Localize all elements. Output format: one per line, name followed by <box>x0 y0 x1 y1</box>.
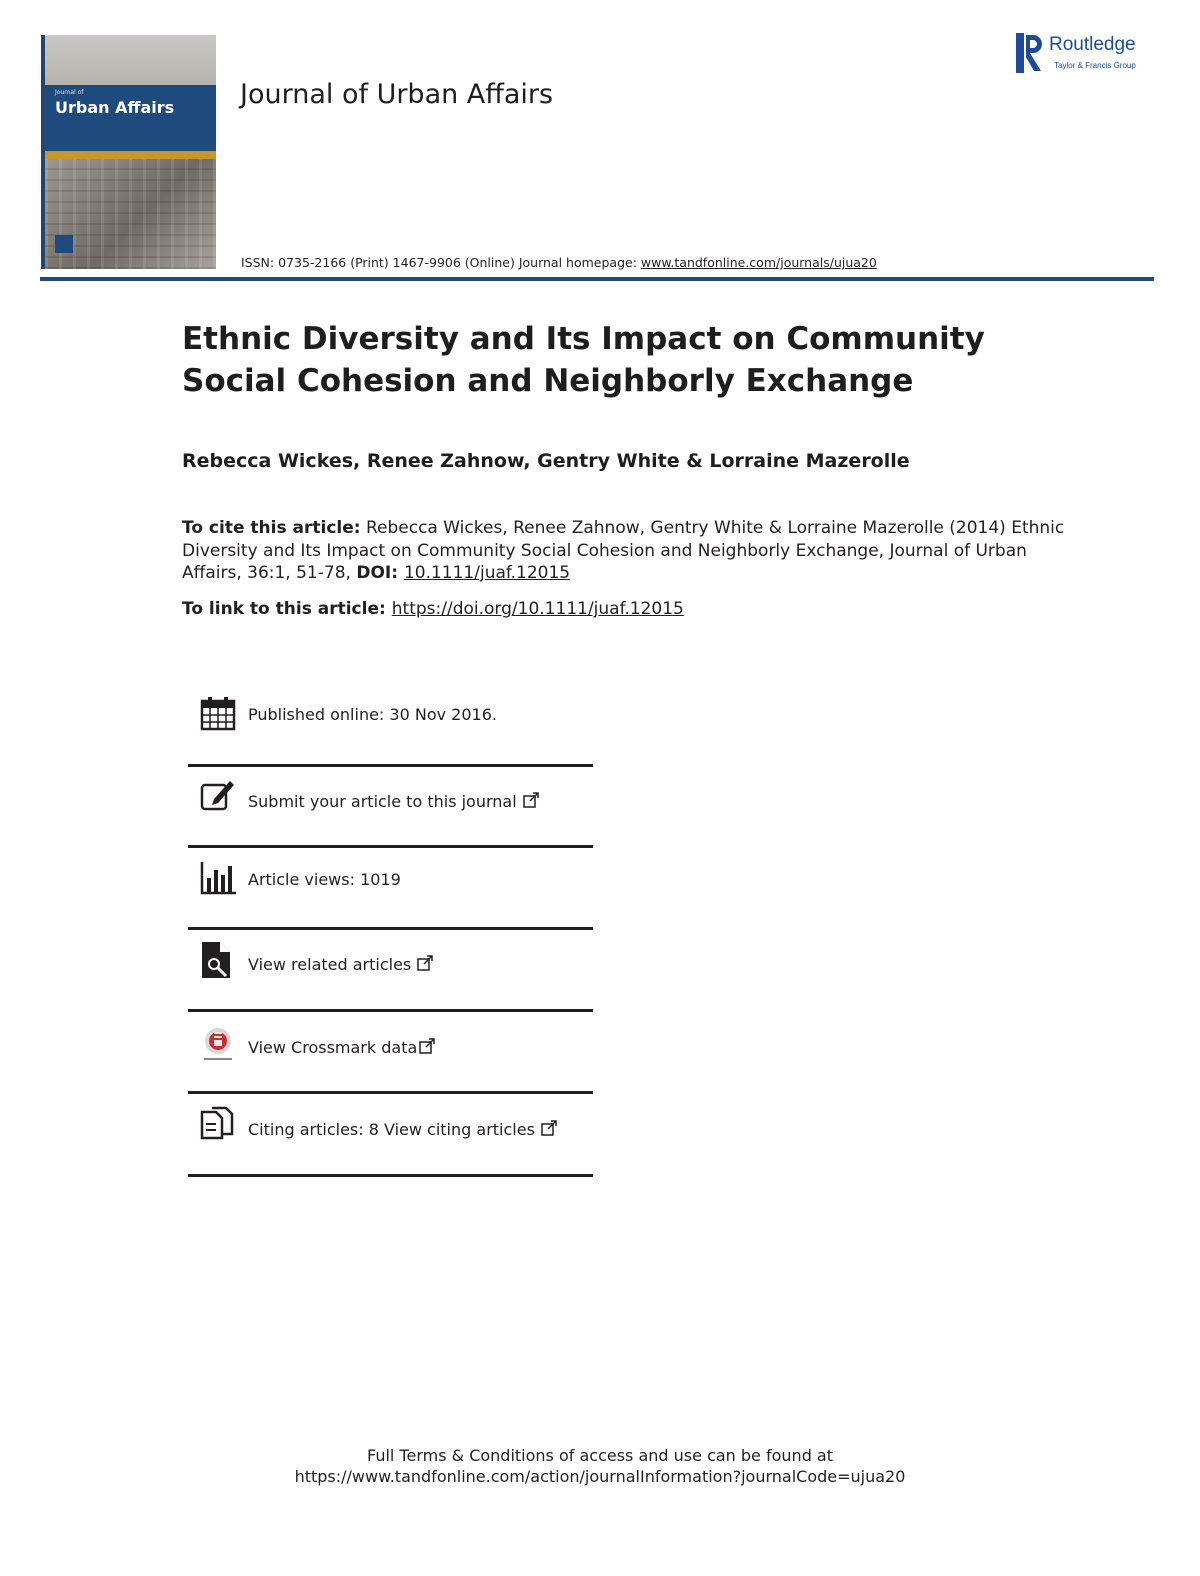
external-link-icon <box>419 1038 435 1054</box>
crossmark-label: View Crossmark data <box>248 1038 418 1057</box>
edit-icon <box>200 777 236 813</box>
citing-articles-link[interactable] <box>248 1120 557 1139</box>
info-row-related[interactable] <box>188 930 593 1012</box>
bar-chart-icon <box>200 860 236 896</box>
cover-title: Urban Affairs <box>55 98 175 117</box>
doi-label: DOI: <box>356 563 404 583</box>
cover-logo-icon <box>55 235 73 253</box>
article-link-label: To link to this article: <box>182 599 386 619</box>
calendar-icon <box>200 695 236 731</box>
external-link-icon <box>417 955 433 971</box>
info-row-citing[interactable] <box>188 1094 593 1177</box>
terms-footer <box>0 1445 1200 1487</box>
terms-text: Full Terms & Conditions of access and use can be found at <box>366 1446 834 1465</box>
citation-label: To cite this article: <box>182 518 361 538</box>
journal-cover-image <box>41 35 216 269</box>
published-date: Published online: 30 Nov 2016. <box>248 705 497 724</box>
article-link[interactable]: https://doi.org/10.1111/juaf.12015 <box>391 599 684 619</box>
citation-block <box>182 517 1082 585</box>
article-info-list <box>188 685 593 1177</box>
routledge-logo <box>1016 33 1156 77</box>
terms-url[interactable]: https://www.tandfonline.com/action/journalInformation?journalCode=ujua20 <box>294 1467 906 1486</box>
info-row-crossmark[interactable] <box>188 1012 593 1094</box>
info-row-views <box>188 848 593 930</box>
info-row-submit[interactable] <box>188 767 593 848</box>
submit-article-link[interactable] <box>248 792 539 811</box>
info-row-published <box>188 685 593 767</box>
journal-homepage-link[interactable]: www.tandfonline.com/journals/ujua20 <box>640 255 877 270</box>
citation-text: Rebecca Wickes, Renee Zahnow, Gentry White & Lorraine Mazerolle (2014) Ethnic Diversity and Its Impact on Community Social Cohesion and Neighborly Exchange, Journal of Urban Affairs, 36:1, 51-78, <box>182 518 1065 583</box>
article-authors: Rebecca Wickes, Renee Zahnow, Gentry White & Lorraine Mazerolle <box>182 450 910 472</box>
citations-icon <box>200 1106 236 1142</box>
external-link-icon <box>541 1120 557 1136</box>
routledge-r-icon <box>1016 33 1043 73</box>
related-articles-label: View related articles <box>248 955 412 974</box>
crossmark-link[interactable] <box>248 1038 435 1057</box>
issn-text: ISSN: 0735-2166 (Print) 1467-9906 (Online) Journal homepage: <box>241 255 641 270</box>
article-title: Ethnic Diversity and Its Impact on Community Social Cohesion and Neighborly Exchange <box>182 321 985 399</box>
crossmark-icon <box>200 1026 236 1062</box>
document-search-icon <box>200 942 236 978</box>
submit-article-label: Submit your article to this journal <box>248 792 517 811</box>
doi-link[interactable]: 10.1111/juaf.12015 <box>403 563 571 583</box>
journal-name: Journal of Urban Affairs <box>240 79 554 110</box>
publisher-subtitle: Taylor & Francis Group <box>1054 61 1136 70</box>
related-articles-link[interactable] <box>248 955 433 974</box>
article-link-line <box>182 599 684 619</box>
header-divider <box>40 277 1154 281</box>
article-views: Article views: 1019 <box>248 870 401 889</box>
citing-articles-label: Citing articles: 8 View citing articles <box>248 1120 535 1139</box>
issn-line <box>241 255 877 270</box>
cover-kicker: Journal of <box>55 89 84 96</box>
external-link-icon <box>523 792 539 808</box>
publisher-name: Routledge <box>1049 34 1136 55</box>
